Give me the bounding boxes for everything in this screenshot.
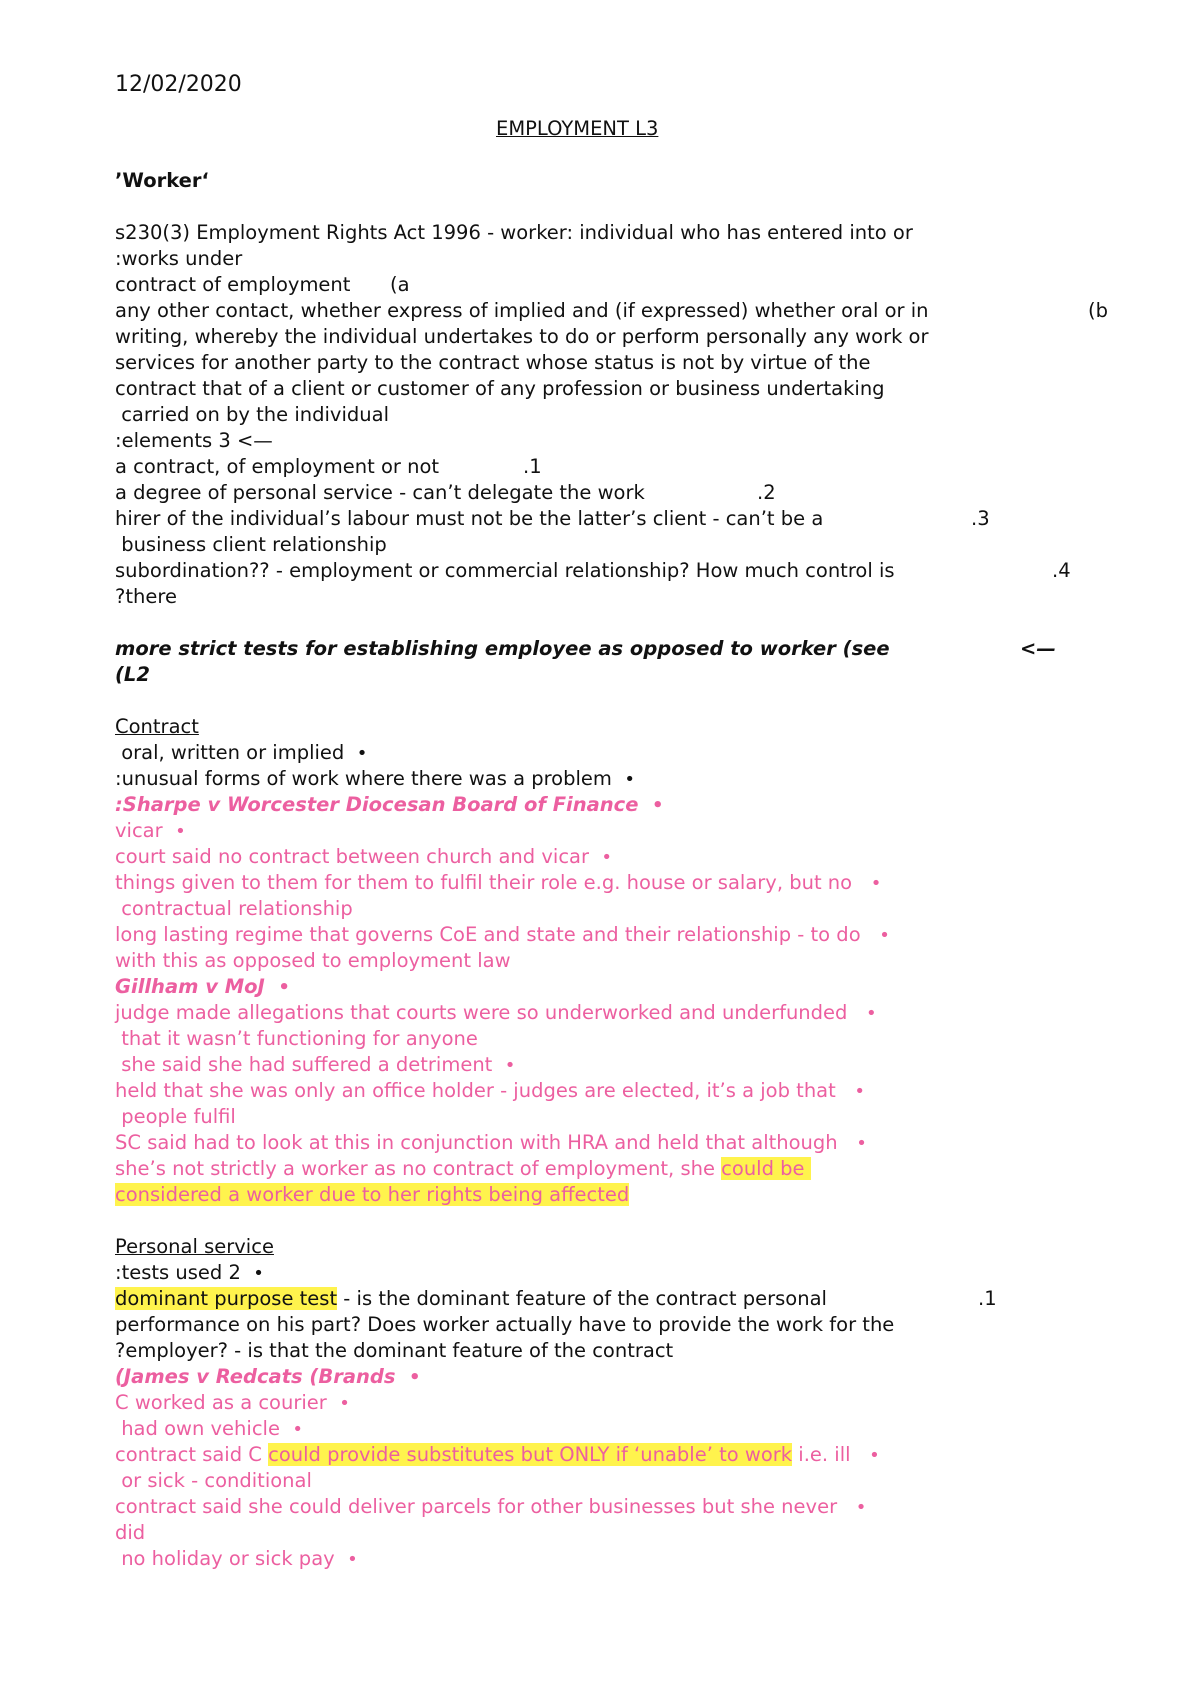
contract-heading: Contract — [115, 715, 199, 738]
list-item-cont: people fulfil — [115, 1105, 236, 1128]
personal-service-heading: Personal service — [115, 1235, 274, 1258]
statute-marker-a: (a — [390, 273, 410, 296]
list-item — [115, 740, 367, 767]
list-item-text: she’s not strictly a worker as no contract of employment, she — [115, 1157, 722, 1180]
statute-line: :works under — [115, 247, 243, 270]
list-item — [115, 1000, 877, 1027]
list-item-cont: contractual relationship — [115, 897, 353, 920]
list-item-text: contract said C — [115, 1443, 269, 1466]
test-number: .1 — [978, 1287, 997, 1310]
list-item-text: :tests used 2 — [115, 1261, 241, 1284]
test-item-cont: ?employer? - is that the dominant feature of the contract — [115, 1339, 674, 1362]
statute-line: writing, whereby the individual undertakes to do or perform personally any work or — [115, 325, 929, 348]
bullet-icon: • — [624, 769, 635, 790]
list-item-text: had own vehicle — [115, 1417, 280, 1440]
list-item — [115, 922, 890, 949]
bullet-icon: • — [652, 795, 664, 816]
bullet-icon: • — [866, 1003, 877, 1024]
list-item-cont — [115, 1182, 629, 1208]
statute-item-b: any other contact, whether express of implied and (if expressed) whether oral or in — [115, 299, 929, 322]
element-number: .3 — [971, 507, 990, 530]
test-item-cont: performance on his part? Does worker actually have to provide the work for the — [115, 1313, 895, 1336]
case-name-text: Gillham v MoJ — [115, 975, 265, 998]
test-item-text: - is the dominant feature of the contract personal — [337, 1287, 827, 1310]
bullet-icon: • — [856, 1133, 867, 1154]
list-item — [115, 766, 635, 793]
element-item: ?there — [115, 585, 177, 608]
element-item: a contract, of employment or not — [115, 455, 440, 478]
list-item-text: i.e. ill — [792, 1443, 851, 1466]
list-item — [115, 1546, 358, 1573]
list-item-cont: with this as opposed to employment law — [115, 949, 511, 972]
statute-line: s230(3) Employment Rights Act 1996 - worker: individual who has entered into or — [115, 221, 913, 244]
highlighted-text: considered a worker due to her rights being affected — [115, 1183, 630, 1206]
list-item-text: she said she had suffered a detriment — [115, 1053, 493, 1076]
case-name — [115, 974, 290, 1001]
strict-note-arrow: <— — [1020, 637, 1056, 660]
list-item — [115, 1052, 515, 1079]
list-item-cont: did — [115, 1521, 146, 1544]
date: 12/02/2020 — [115, 72, 242, 97]
bullet-icon: • — [409, 1367, 421, 1388]
list-item — [115, 1390, 350, 1417]
element-item: subordination?? - employment or commercial relationship? How much control is — [115, 559, 895, 582]
list-item — [115, 1130, 867, 1157]
bullet-icon: • — [854, 1081, 866, 1102]
list-item — [115, 870, 881, 897]
bullet-icon: • — [356, 743, 368, 764]
strict-note: more strict tests for establishing employee as opposed to worker (see — [115, 637, 890, 660]
statute-item-a: contract of employment — [115, 273, 351, 296]
case-name-text: :Sharpe v Worcester Diocesan Board of Finance — [115, 793, 639, 816]
highlighted-text: could provide substitutes but ONLY if ‘unable’ to work — [268, 1443, 793, 1466]
list-item-cont: that it wasn’t functioning for anyone — [115, 1027, 478, 1050]
list-item-text: held that she was only an office holder - judges are elected, it’s a job that — [115, 1079, 836, 1102]
case-name-text: (James v Redcats (Brands — [115, 1365, 396, 1388]
list-item-text: :unusual forms of work where there was a problem — [115, 767, 612, 790]
list-item — [115, 818, 186, 845]
list-item-text: SC said had to look at this in conjunction with HRA and held that although — [115, 1131, 838, 1154]
test-item — [115, 1286, 827, 1312]
bullet-icon: • — [504, 1055, 516, 1076]
list-item-text: vicar — [115, 819, 163, 842]
element-number: .4 — [1052, 559, 1071, 582]
bullet-icon: • — [870, 873, 882, 894]
list-item-text: contract said she could deliver parcels for other businesses but she never — [115, 1495, 838, 1518]
list-item-cont — [115, 1156, 811, 1182]
bullet-icon: • — [339, 1393, 350, 1414]
case-name — [115, 792, 664, 819]
bullet-icon: • — [347, 1549, 358, 1570]
list-item — [115, 1416, 303, 1443]
statute-line: services for another party to the contract whose status is not by virtue of the — [115, 351, 871, 374]
bullet-icon: • — [855, 1497, 867, 1518]
list-item-text: things given to them for them to fulfil their role e.g. house or salary, but no — [115, 871, 853, 894]
bullet-icon: • — [879, 925, 890, 946]
highlighted-text: could be — [721, 1157, 811, 1180]
case-name — [115, 1364, 421, 1391]
element-number: .1 — [523, 455, 542, 478]
elements-heading: :elements 3 <— — [115, 429, 273, 452]
element-item: business client relationship — [115, 533, 387, 556]
list-item — [115, 1442, 880, 1469]
list-item-cont: or sick - conditional — [115, 1469, 312, 1492]
bullet-icon: • — [278, 977, 290, 998]
element-item: hirer of the individual’s labour must not be the latter’s client - can’t be a — [115, 507, 824, 530]
bullet-icon: • — [869, 1445, 880, 1466]
list-item — [115, 844, 612, 871]
element-number: .2 — [757, 481, 776, 504]
highlighted-text: dominant purpose test — [115, 1287, 338, 1310]
bullet-icon: • — [292, 1419, 304, 1440]
strict-note: (L2 — [115, 663, 150, 686]
list-item-text: no holiday or sick pay — [115, 1547, 335, 1570]
list-item-text: court said no contract between church and vicar — [115, 845, 590, 868]
bullet-icon: • — [601, 847, 613, 868]
statute-line: contract that of a client or customer of any profession or business undertaking — [115, 377, 885, 400]
list-item — [115, 1260, 264, 1287]
element-item: a degree of personal service - can’t delegate the work — [115, 481, 645, 504]
list-item-text: C worked as a courier — [115, 1391, 327, 1414]
statute-line: carried on by the individual — [115, 403, 389, 426]
list-item — [115, 1494, 866, 1521]
list-item-text: judge made allegations that courts were so underworked and underfunded — [115, 1001, 848, 1024]
list-item-text: long lasting regime that governs CoE and state and their relationship - to do — [115, 923, 861, 946]
list-item — [115, 1078, 865, 1105]
bullet-icon: • — [253, 1263, 264, 1284]
statute-marker-b: (b — [1088, 299, 1108, 322]
page-title: EMPLOYMENT L3 — [496, 117, 659, 140]
bullet-icon: • — [175, 821, 186, 842]
worker-heading: ’Worker‘ — [115, 169, 209, 192]
list-item-text: oral, written or implied — [115, 741, 345, 764]
